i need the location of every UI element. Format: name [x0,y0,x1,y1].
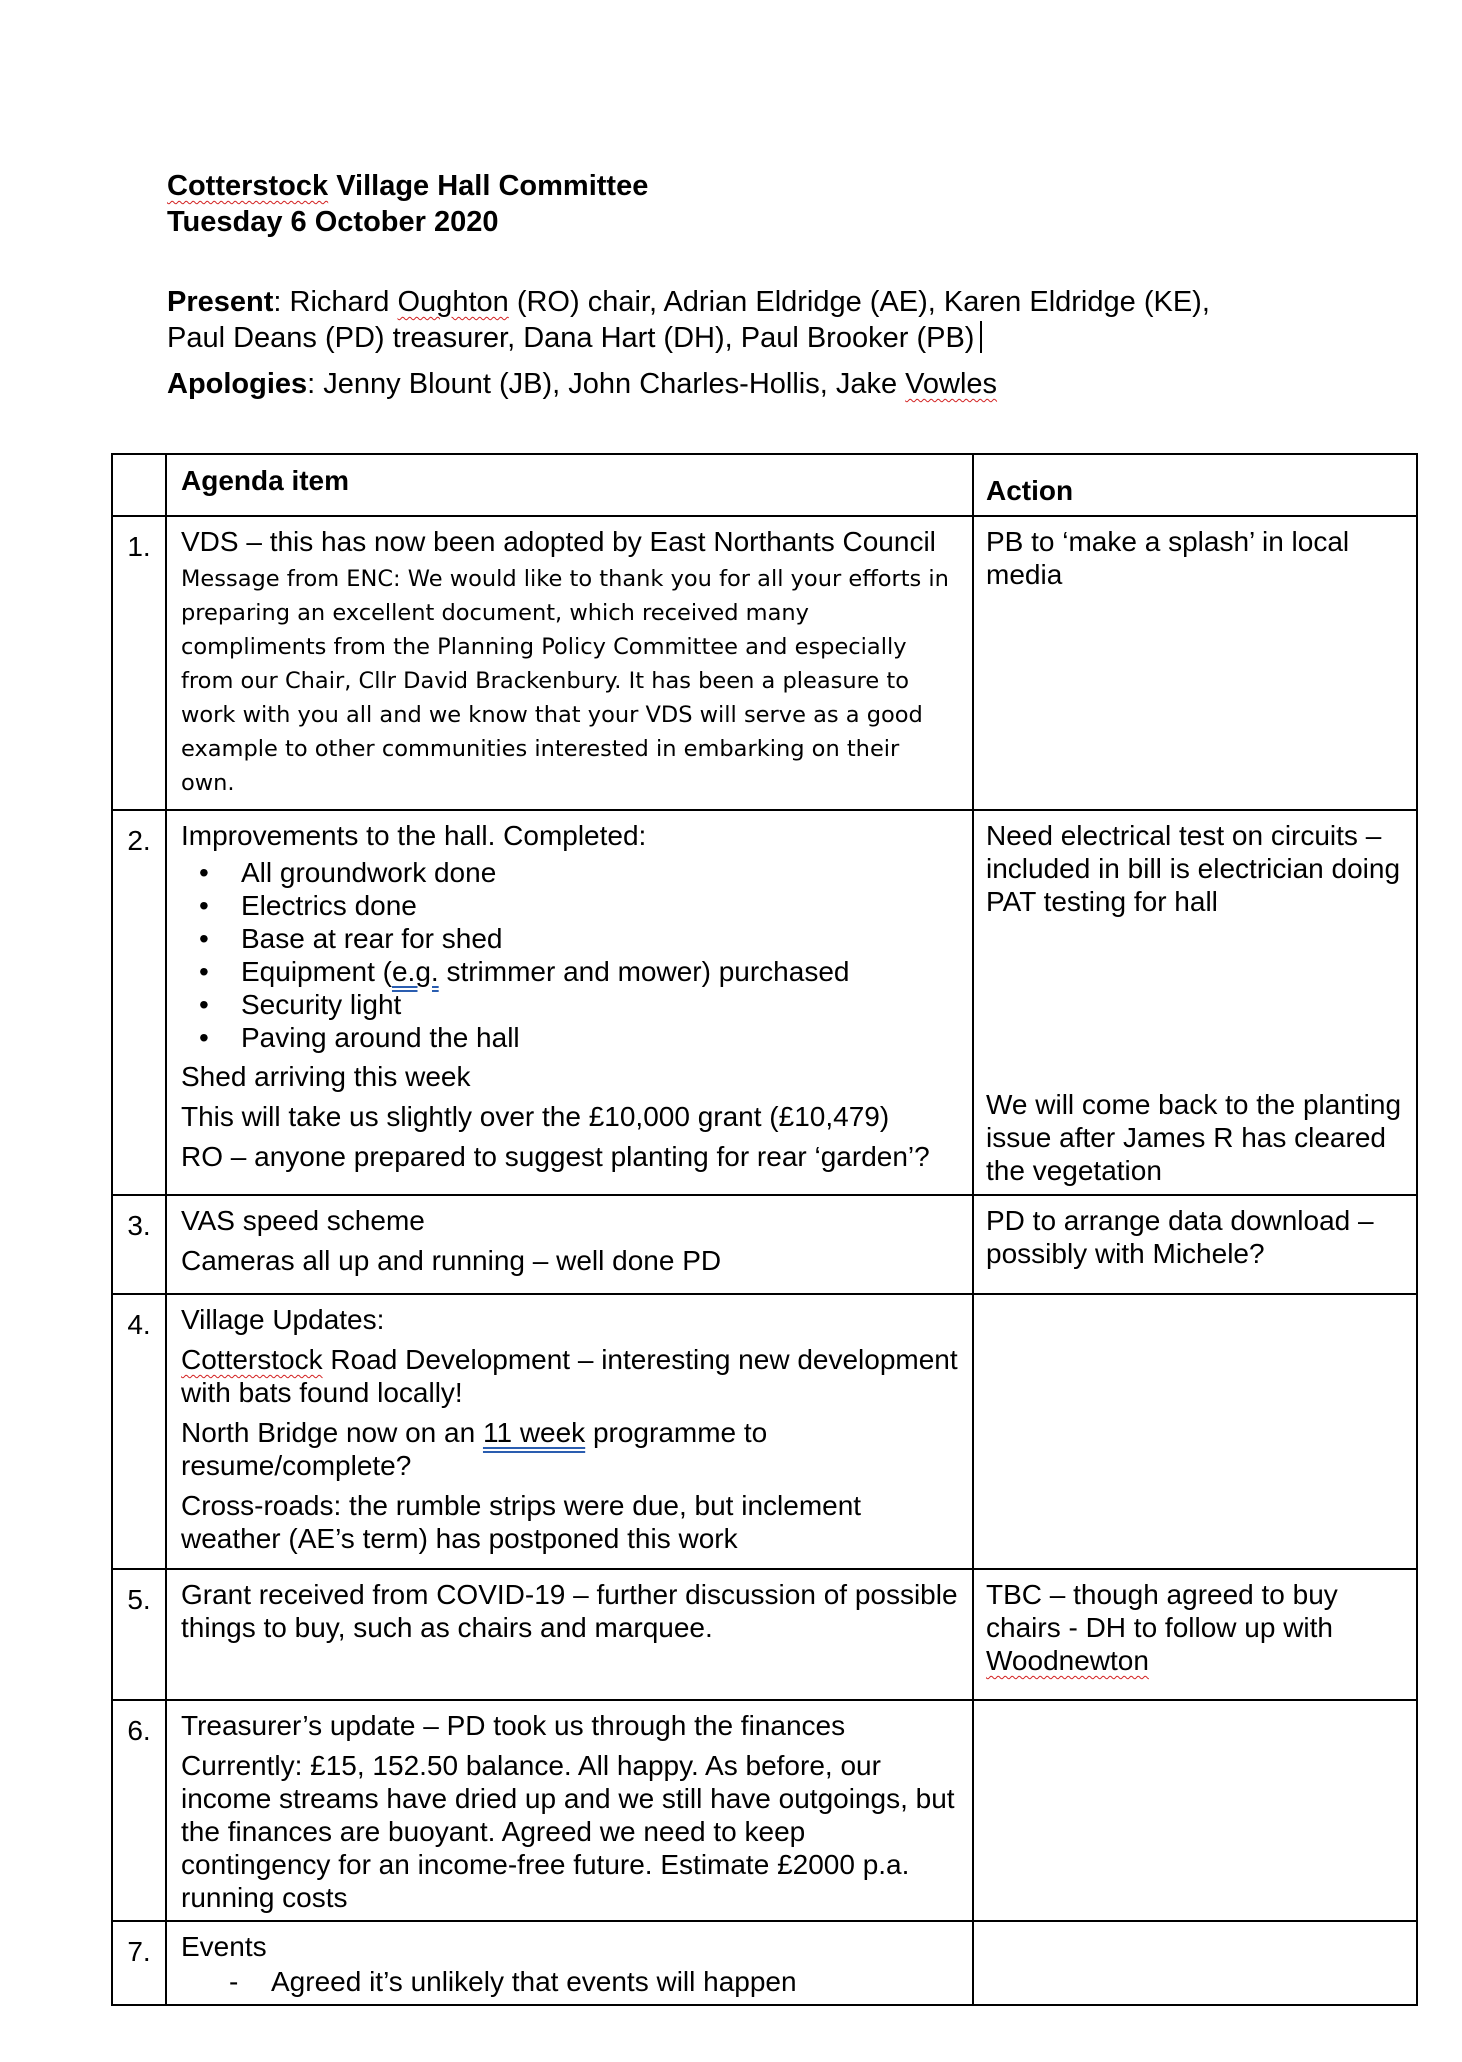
item-text: Improvements to the hall. Completed: [181,820,647,851]
meeting-date: Tuesday 6 October 2020 [167,206,499,238]
spellcheck-word: Vowles [905,368,998,400]
table-row [112,516,1417,810]
list-item: • Security light [241,988,960,1021]
list-item: • Base at rear for shed [241,922,960,955]
item-text: VDS – this has now been adopted by East Northants Council [181,526,936,557]
table-row [112,1195,1417,1294]
apologies-list [167,366,997,402]
item-text: RO – anyone prepared to suggest planting for rear ‘garden’? [181,1141,930,1172]
table-row [112,1921,1417,2005]
item-text: VAS speed scheme [181,1205,425,1236]
spellcheck-word: Oughton [397,286,509,318]
item-text: Shed arriving this week [181,1061,471,1092]
list-item [241,955,960,988]
agenda-table [111,453,1418,2006]
action-cell [973,1294,1417,1569]
spellcheck-word: Woodnewton [986,1645,1149,1676]
table-row [112,1569,1417,1700]
item-text-part: Road Development – interesting new development with bats found locally! [181,1344,958,1408]
action-cell [973,810,1417,1195]
present-text: : Richard [273,286,398,318]
spellcheck-word: Cotterstock [167,170,329,202]
row-number: 6. [112,1700,166,1921]
apologies-label: Apologies [167,368,308,400]
text-cursor [980,321,982,353]
row-number: 7. [112,1921,166,2005]
action-cell [973,1921,1417,2005]
header-action: Action [973,454,1417,516]
agenda-item-cell: Grant received from COVID-19 – further discussion of possible things to buy, such as chairs and marquee. [166,1569,973,1700]
action-text: Need electrical test on circuits – included in bill is electrician doing PAT testing for hall [986,820,1401,917]
item-text: Village Updates: [181,1304,385,1335]
agenda-item-cell [166,1700,973,1921]
table-header-row [112,454,1417,516]
grammar-flag-word: e.g. [391,956,439,987]
grammar-flag-word: 11 week [482,1417,586,1448]
row-number: 3. [112,1195,166,1294]
present-text: (RO) chair, Adrian Eldridge (AE), Karen Eldridge (KE), [508,286,1210,318]
events-list [181,1965,960,1998]
action-cell [973,1569,1417,1700]
item-text: Cameras all up and running – well done PD [181,1245,722,1276]
agenda-item-cell [166,1195,973,1294]
header-blank-cell [112,454,166,516]
completed-list [181,856,960,1054]
item-text: Treasurer’s update – PD took us through the finances [181,1710,846,1741]
spellcheck-word: Cotterstock [181,1344,323,1375]
item-text: Currently: £15, 152.50 balance. All happy. As before, our income streams have dried up and we still have outgoings, but the finances are buoyant. Agreed we need to keep contingency for an income-free future. Estimate £2000 p.a. running costs [181,1750,955,1913]
list-item: - Agreed it’s unlikely that events will happen [271,1965,960,1998]
action-text: TBC – though agreed to buy chairs - DH to follow up with [986,1579,1338,1643]
title-line [167,168,648,204]
action-cell [973,1700,1417,1921]
title-text: Village Hall Committee [328,170,649,202]
row-number: 5. [112,1569,166,1700]
present-list [167,284,1347,356]
spacer [986,918,1406,1088]
present-label: Present [167,286,274,318]
action-cell: PD to arrange data download – possibly with Michele? [973,1195,1417,1294]
item-text: Cross-roads: the rumble strips were due, but inclement weather (AE’s term) has postponed this work [181,1490,862,1554]
document-title [167,168,648,240]
list-text: strimmer and mower) purchased [438,956,850,987]
agenda-item-cell [166,1921,973,2005]
row-number: 1. [112,516,166,810]
item-text [181,1416,960,1482]
table-row [112,1700,1417,1921]
action-text: We will come back to the planting issue after James R has cleared the vegetation [986,1089,1402,1186]
apologies-text: : Jenny Blount (JB), John Charles-Hollis, Jake [307,368,906,400]
row-number: 2. [112,810,166,1195]
item-text-part: North Bridge now on an [181,1417,483,1448]
item-text [181,1343,960,1409]
item-text: This will take us slightly over the £10,000 grant (£10,479) [181,1101,890,1132]
table-row [112,1294,1417,1569]
item-text: Events [181,1931,267,1962]
item-text-part: programme to resume/complete? [181,1417,768,1481]
agenda-item-cell [166,810,973,1195]
table-row [112,810,1417,1195]
row-number: 4. [112,1294,166,1569]
list-item: • Paving around the hall [241,1021,960,1054]
list-item: • All groundwork done [241,856,960,889]
list-text: Equipment ( [241,956,392,987]
present-text-line2: Paul Deans (PD) treasurer, Dana Hart (DH), Paul Brooker (PB) [167,322,975,354]
agenda-item-cell [166,1294,973,1569]
action-cell: PB to ‘make a splash’ in local media [973,516,1417,810]
header-agenda-item: Agenda item [166,454,973,516]
list-item: • Electrics done [241,889,960,922]
enc-message: Message from ENC: We would like to thank you for all your efforts in preparing an excellent document, which received many compliments from the Planning Policy Committee and especially from our Chair, Cllr David Brackenbury. It has been a pleasure to work with you all and we know that your VDS will serve as a good example to other communities interested in embarking on their own. [181,566,949,796]
agenda-item-cell [166,516,973,810]
